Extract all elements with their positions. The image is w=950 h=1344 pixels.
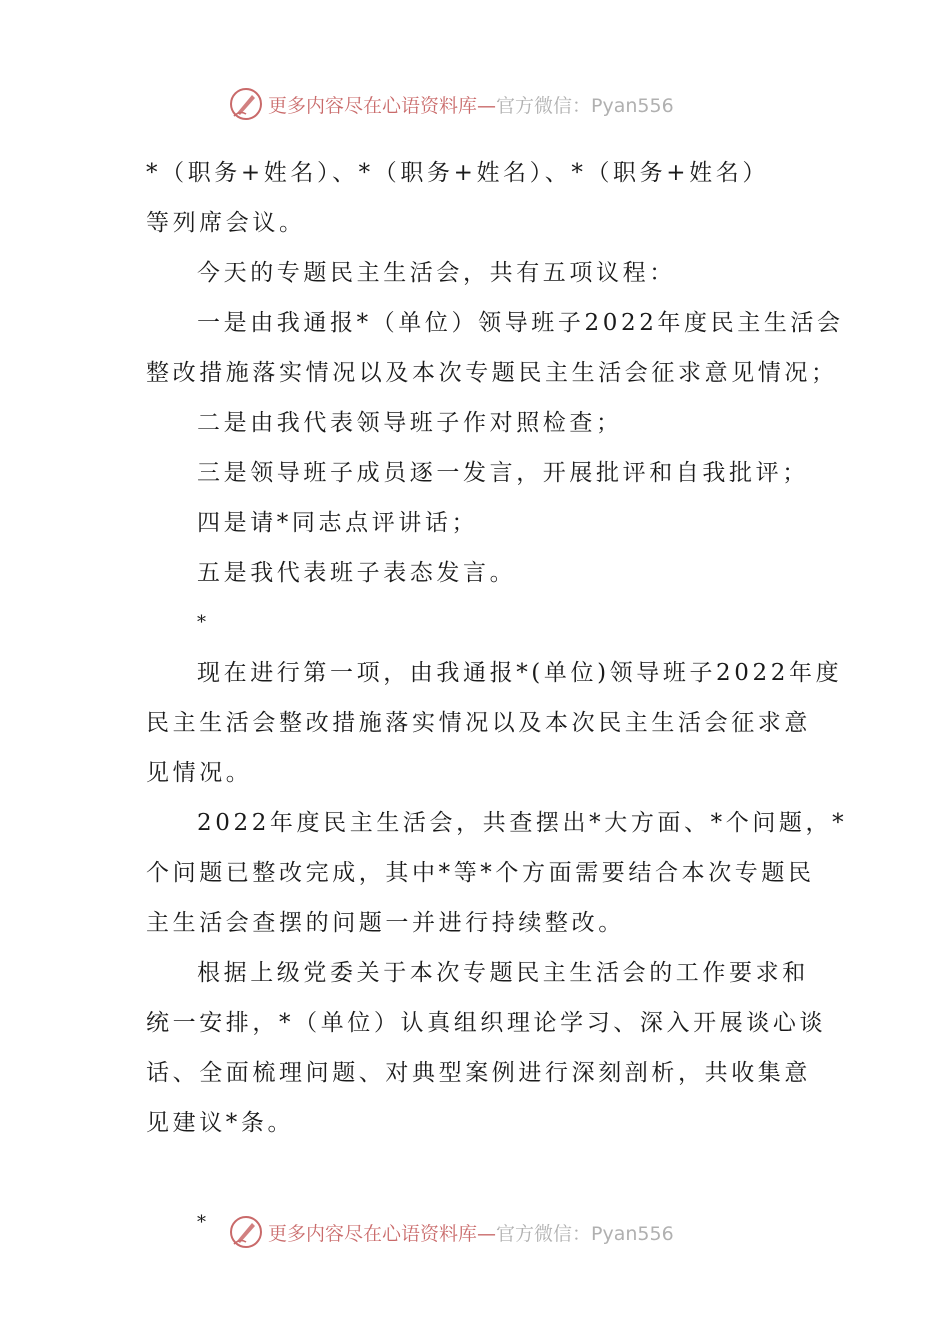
quill-seal-icon — [228, 1214, 264, 1250]
text-line: 五是我代表班子表态发言。 — [197, 560, 517, 586]
watermark-text: 更多内容尽在心语资料库— — [268, 94, 497, 117]
watermark-wechat: 官方微信：Pyan556 — [496, 94, 674, 117]
document-body — [146, 148, 848, 1248]
section-marker: * — [197, 1212, 206, 1233]
text-line: 二是由我代表领导班子作对照检查； — [197, 410, 623, 436]
text-line: 一是由我通报*（单位）领导班子2022年度民主生活会 — [197, 310, 844, 336]
footer-watermark — [228, 1212, 748, 1252]
quill-seal-icon — [228, 86, 264, 122]
text-line: 见建议*条。 — [146, 1110, 295, 1136]
text-line: 等列席会议。 — [146, 210, 306, 236]
blank-line — [146, 1148, 806, 1198]
text-line: *（职务+姓名）、*（职务+姓名）、*（职务+姓名） — [146, 160, 769, 186]
text-line: 话、全面梳理问题、对典型案例进行深刻剖析，共收集意 — [146, 1060, 811, 1086]
text-line: 2022年度民主生活会，共查摆出*大方面、*个问题，* — [197, 810, 848, 836]
text-line: 今天的专题民主生活会，共有五项议程： — [197, 260, 676, 286]
text-line: 四是请*同志点评讲话； — [197, 510, 479, 536]
text-line: 主生活会查摆的问题一并进行持续整改。 — [146, 910, 625, 936]
text-line: 见情况。 — [146, 760, 253, 786]
text-line: 根据上级党委关于本次专题民主生活会的工作要求和 — [197, 960, 809, 986]
section-marker: * — [197, 612, 206, 633]
text-line: 统一安排，*（单位）认真组织理论学习、深入开展谈心谈 — [146, 1010, 827, 1036]
text-line: 民主生活会整改措施落实情况以及本次民主生活会征求意 — [146, 710, 811, 736]
text-line: 三是领导班子成员逐一发言，开展批评和自我批评； — [197, 460, 809, 486]
text-line: 现在进行第一项，由我通报*(单位)领导班子2022年度 — [197, 660, 843, 686]
header-watermark — [228, 84, 748, 124]
text-line: 个问题已整改完成，其中*等*个方面需要结合本次专题民 — [146, 860, 815, 886]
text-line: 整改措施落实情况以及本次专题民主生活会征求意见情况； — [146, 360, 838, 386]
watermark-wechat: 官方微信：Pyan556 — [496, 1222, 674, 1245]
watermark-text: 更多内容尽在心语资料库— — [268, 1222, 497, 1245]
